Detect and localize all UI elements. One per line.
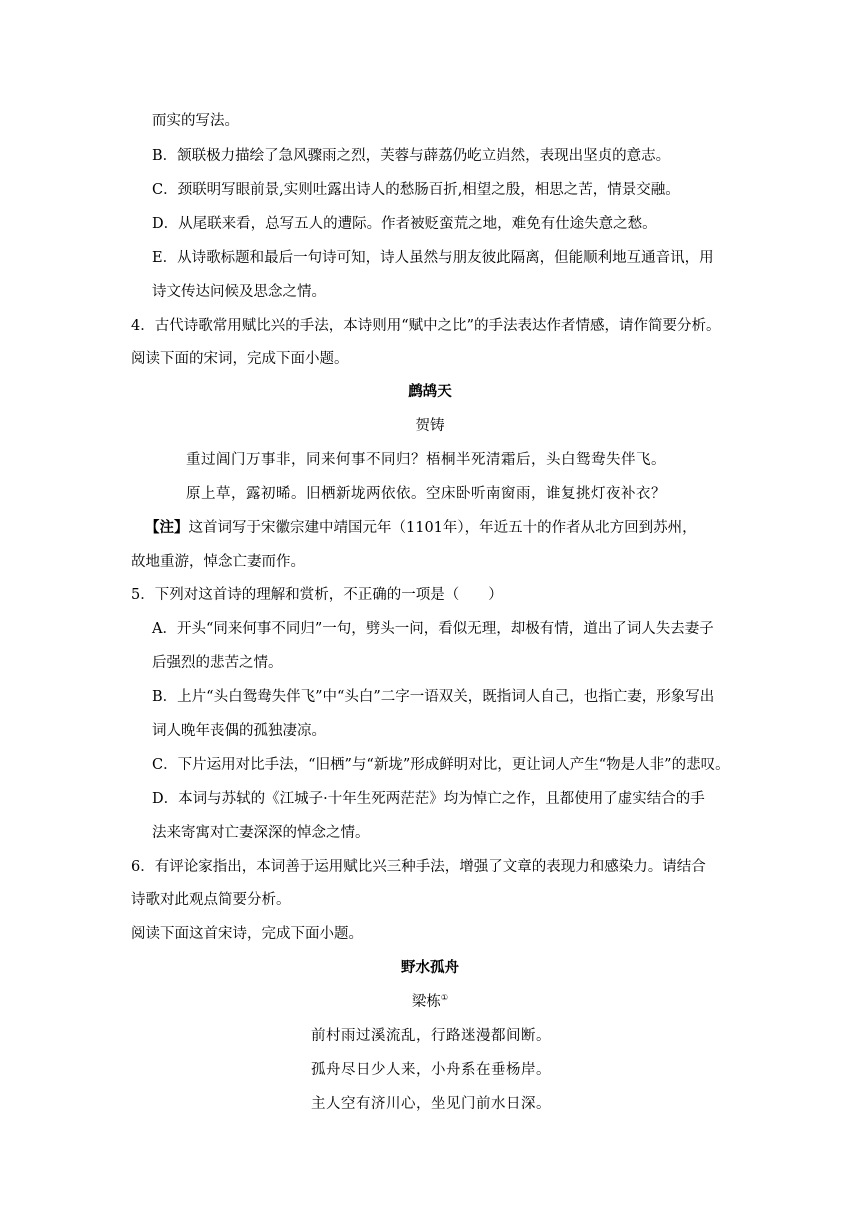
q5-option-c: C．下片运用对比手法，“旧栖”与“新垅”形成鲜明对比，更让词人产生“物是人非”的悲叹。 — [152, 757, 730, 773]
poem1-line2: 原上草，露初晞。旧栖新垅两依依。空床卧听南窗雨，谁复挑灯夜补衣？ — [186, 486, 666, 502]
question-4: 4．古代诗歌常用赋比兴的手法，本诗则用“赋中之比”的手法表达作者情感，请作简要分析。 — [131, 318, 721, 334]
poem2-author: 梁栋 — [411, 994, 441, 1010]
poem1-line1: 重过阊门万事非，同来何事不同归？梧桐半死清霜后，头白鸳鸯失伴飞。 — [186, 452, 666, 468]
q3-option-e-line2: 诗文传达问候及思念之情。 — [152, 284, 326, 300]
q5-option-d-line1: D．本词与苏轼的《江城子·十年生死两茫茫》均为悼亡之作，且都使用了虚实结合的手 — [152, 791, 705, 807]
q5-option-d-line2: 法来寄寓对亡妻深深的悼念之情。 — [152, 825, 370, 841]
q3-option-d: D．从尾联来看，总写五人的遭际。作者被贬蛮荒之地，难免有仕途失意之愁。 — [152, 216, 657, 232]
question-6-line2: 诗歌对此观点简要分析。 — [131, 892, 291, 908]
poem2-author-line — [0, 992, 860, 1012]
poem2-title: 野水孤舟 — [401, 959, 459, 976]
note-label: 【注】 — [145, 519, 189, 536]
q5-option-b-line1: B．上片“头白鸳鸯失伴飞”中“头白”二字一语双关，既指词人自己，也指亡妻，形象写出 — [152, 689, 715, 705]
q5-option-a-line1: A．开头“同来何事不同归”一句，劈头一问，看似无理，却极有情，道出了词人失去妻子 — [152, 621, 714, 637]
q5-option-b-line2: 词人晚年丧偶的孤独凄凉。 — [152, 723, 326, 739]
question-6-line1: 6．有评论家指出，本词善于运用赋比兴三种手法，增强了文章的表现力和感染力。请结合 — [131, 859, 706, 875]
poem2-line3: 主人空有济川心，坐见门前水日深。 — [311, 1096, 551, 1112]
note-line1 — [145, 518, 697, 538]
poem1-author: 贺铸 — [415, 418, 445, 434]
poem1-title: 鹧鸪天 — [408, 383, 452, 400]
reading-intro-1: 阅读下面的宋词，完成下面小题。 — [131, 351, 349, 367]
note-line2: 故地重游，悼念亡妻而作。 — [131, 554, 305, 570]
q3-option-e-line1: E．从诗歌标题和最后一句诗可知，诗人虽然与朋友彼此隔离，但能顺利地互通音讯，用 — [152, 250, 714, 266]
q5-option-a-line2: 后强烈的悲苦之情。 — [152, 655, 283, 671]
q3-option-a-tail: 而实的写法。 — [152, 113, 239, 129]
poem2-line2: 孤舟尽日少人来，小舟系在垂杨岸。 — [311, 1062, 551, 1078]
poem2-author-footnote-marker: ① — [440, 993, 449, 1003]
poem2-line1: 前村雨过溪流乱，行路迷漫都间断。 — [311, 1028, 551, 1044]
q3-option-c: C．颈联明写眼前景,实则吐露出诗人的愁肠百折,相望之殷，相思之苦，情景交融。 — [152, 182, 680, 198]
reading-intro-2: 阅读下面这首宋诗，完成下面小题。 — [131, 926, 363, 942]
note-text-1: 这首词写于宋徽宗建中靖国元年（1101年），年近五十的作者从北方回到苏州， — [188, 520, 697, 536]
question-5-stem: 5．下列对这首诗的理解和赏析，不正确的一项是（ ） — [131, 587, 503, 603]
q3-option-b: B．颔联极力描绘了急风骤雨之烈，芙蓉与薜荔仍屹立岿然，表现出坚贞的意志。 — [152, 148, 671, 164]
